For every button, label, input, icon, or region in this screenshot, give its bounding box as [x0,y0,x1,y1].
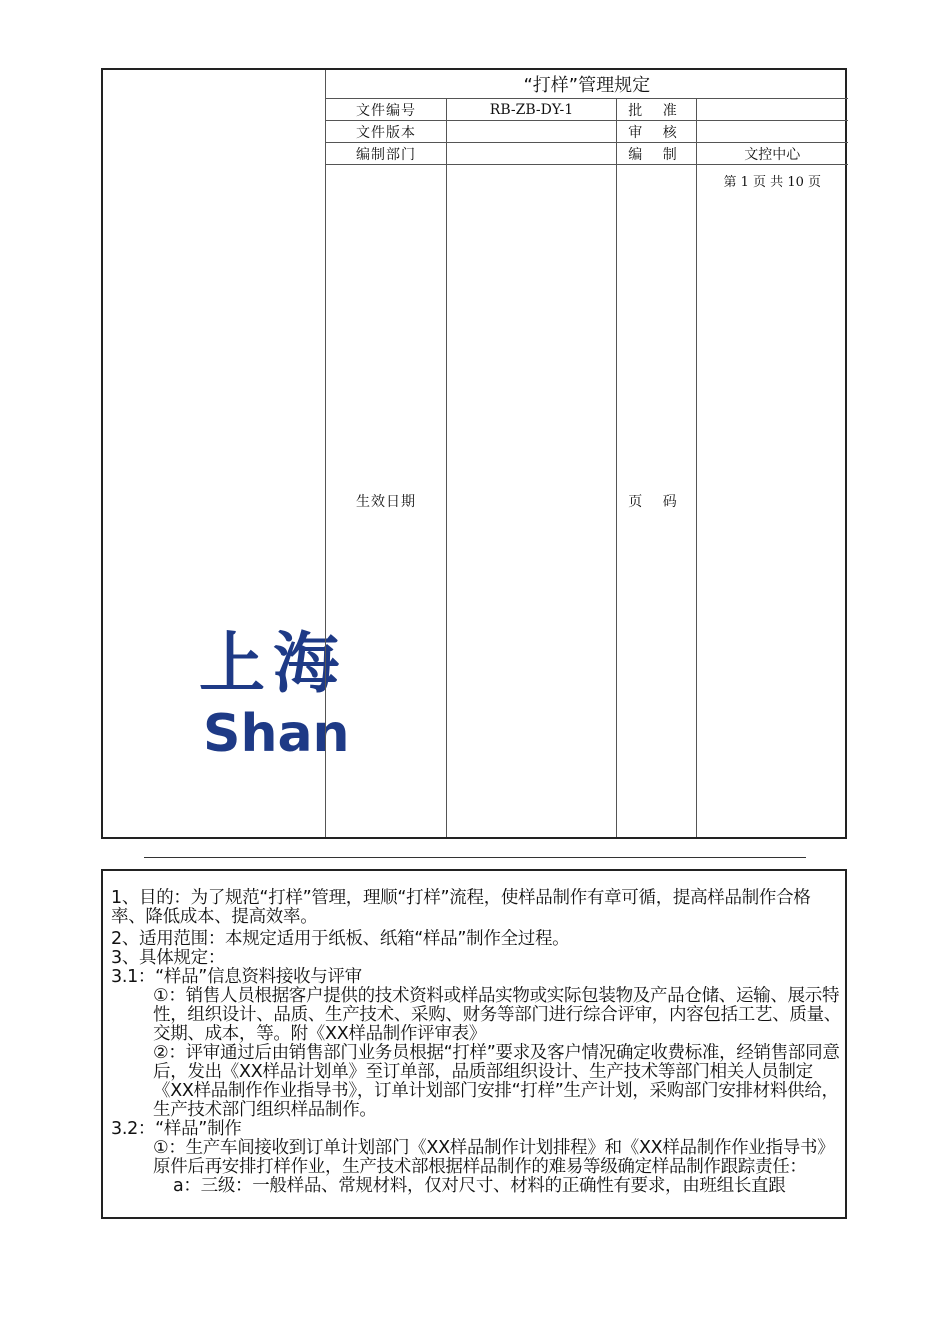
document-body-box [101,869,847,1219]
review-value [697,121,848,143]
section-3-2-item-1: ①：生产车间接收到订单计划部门《XX样品制作计划排程》和《XX样品制作作业指导书》原件后再安排打样作业，生产技术部根据样品制作的难易等级确定样品制作跟踪责任： [153,1138,835,1177]
logo-english-text: Shan [203,704,350,764]
author-label: 编 制 [617,143,697,165]
section-3-1-heading: 3.1：“样品”信息资料接收与评审 [111,967,362,987]
document-header-box [101,68,847,839]
review-label: 审 核 [617,121,697,143]
section-rules-heading: 3、具体规定： [111,948,226,968]
dept-label: 编制部门 [326,143,447,165]
company-logo [103,70,350,837]
section-3-2-heading: 3.2：“样品”制作 [111,1119,242,1139]
logo-chinese-text: 上海 [199,624,347,702]
approve-label: 批 准 [617,99,697,121]
document-title: “打样”管理规定 [326,70,848,99]
section-purpose: 1、目的：为了规范“打样”管理，理顺“打样”流程，使样品制作有章可循，提高样品制作合格率、降低成本、提高效率。 [111,888,811,927]
document-info-table [325,70,848,837]
page-label: 页 码 [617,165,697,838]
doc-number-value: RB-ZB-DY-1 [447,99,617,121]
effective-date-value [447,165,617,838]
page-value: 第 1 页 共 10 页 [697,165,848,838]
dept-value [447,143,617,165]
section-3-2-item-a: a：三级：一般样品、常规材料，仅对尺寸、材料的正确性有要求，由班组长直跟 [173,1176,786,1196]
section-3-1-item-2: ②：评审通过后由销售部门业务员根据“打样”要求及客户情况确定收费标准，经销售部同意后，发出《XX样品计划单》至订单部，品质部组织设计、生产技术等部门相关人员制定《XX样品制作作业指导书》，订单计划部门安排“打样”生产计划，采购部门安排材料供给，生产技术部门组织样品制作。 [153,1043,840,1120]
separator-line [144,857,806,858]
doc-version-value [447,121,617,143]
doc-version-label: 文件版本 [326,121,447,143]
document-body-text [111,889,841,1196]
approve-value [697,99,848,121]
author-value: 文控中心 [697,143,848,165]
doc-number-label: 文件编号 [326,99,447,121]
effective-date-label: 生效日期 [326,165,447,838]
section-3-1-item-1: ①：销售人员根据客户提供的技术资料或样品实物或实际包装物及产品仓储、运输、展示特性，组织设计、品质、生产技术、采购、财务等部门进行综合评审，内容包括工艺、质量、交期、成本，等。附《XX样品制作评审表》 [153,986,841,1044]
section-scope: 2、适用范围：本规定适用于纸板、纸箱“样品”制作全过程。 [111,929,570,949]
